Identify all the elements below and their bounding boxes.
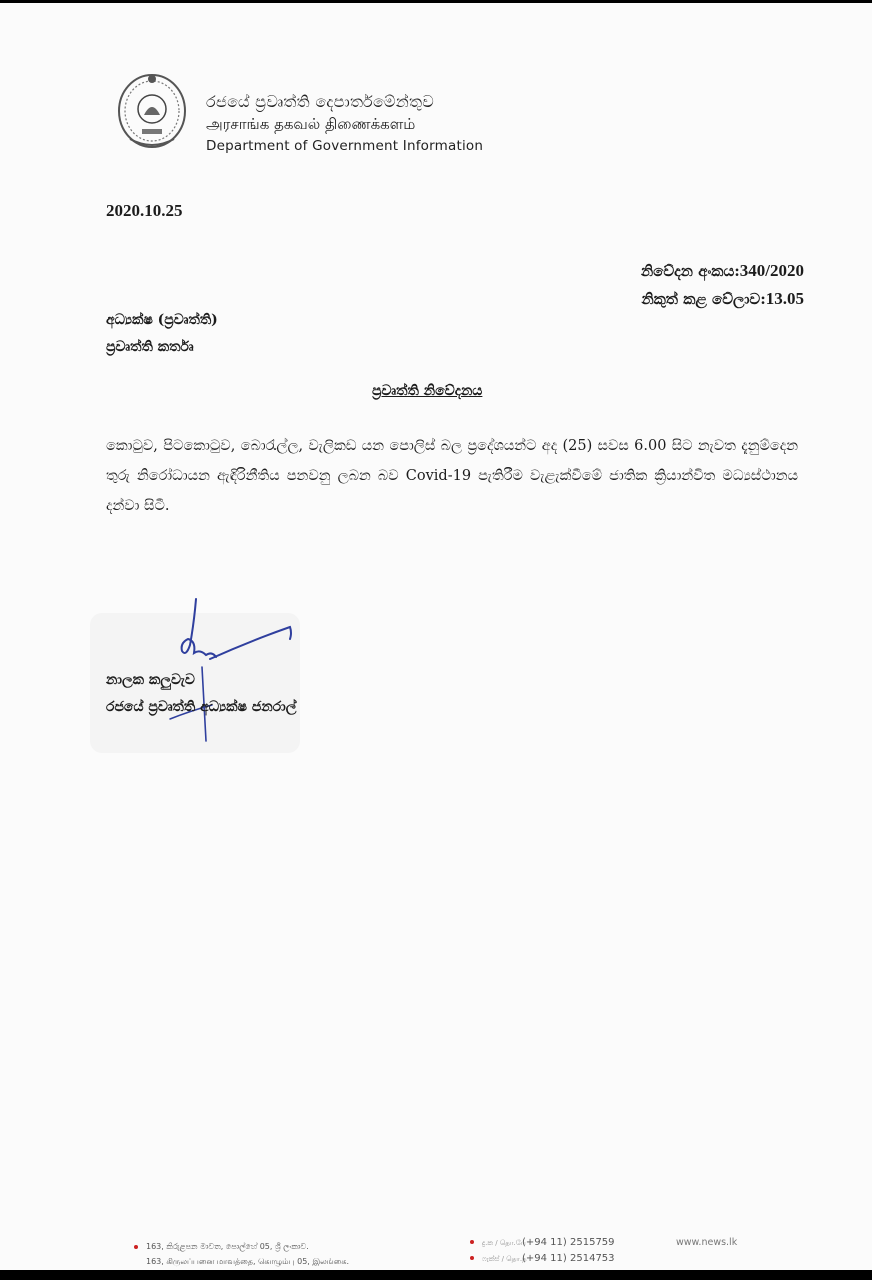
signer-name: නාලක කලුවැව [106, 672, 195, 688]
signer-block [106, 667, 296, 721]
footer-address [134, 1239, 349, 1269]
bullet-icon [134, 1245, 138, 1249]
release-number [641, 257, 804, 285]
release-time [641, 285, 804, 313]
phone-number: (+94 11) 2515759 [522, 1237, 615, 1248]
org-name-english: Department of Government Information [206, 138, 484, 154]
document-page [0, 3, 872, 1275]
org-name-sinhala: රජයේ ප්‍රවෘත්ති දෙපාර්තමේන්තුව [206, 92, 435, 111]
letterhead-footer [0, 1231, 872, 1271]
release-time-label: නිකුත් කළ වේලාව: [641, 290, 766, 308]
signer-title: රජයේ ප්‍රවෘත්ති අධ්‍යක්ෂ ජනරාල් [106, 699, 297, 715]
release-time-value: 13.05 [765, 289, 804, 308]
sri-lanka-emblem-icon [116, 69, 188, 151]
footer-contacts [470, 1235, 615, 1267]
body-paragraph: කොටුව, පිටකොටුව, බොරැල්ල, වැලිකඩ යන පොලිස් බල ප්‍රදේශයන්ට අද (25) සවස 6.00 සිට නැවත දැනුම්දෙන තුරු නිරෝධායන ඇඳිරිනීතිය පනවනු ලබන බව Covid-19 පැතිරීම වැළැක්වීමේ ජාතික ක්‍රියාන්විත මධ්‍යස්ථානය දන්වා සිටී. [106, 438, 798, 514]
release-number-value: 340/2020 [739, 261, 804, 280]
fax-label: ෆැක්ස් / தொ.ந [482, 1255, 527, 1263]
document-date: 2020.10.25 [106, 201, 183, 220]
scan-border-bottom [0, 1270, 872, 1275]
footer-website: www.news.lk [676, 1237, 738, 1248]
fax-icon [470, 1256, 474, 1260]
phone-label: දු.ක / தொ.பே [482, 1239, 526, 1247]
addressee-line-2: ප්‍රවෘත්ති කර්තෘ [106, 339, 194, 355]
release-number-label: නිවේදන අංකය: [640, 262, 740, 280]
footer-address-tamil: 163, கிருலப்பனை மாவத்தை, கொழும்பு 05, இலங்கை. [146, 1257, 350, 1266]
phone-icon [470, 1240, 474, 1244]
fax-number: (+94 11) 2514753 [522, 1253, 615, 1264]
footer-address-sinhala: 163, කිරුළපන මාවත, පොල්හේ 05, ශ්‍රී ලංකාව. [146, 1242, 309, 1251]
subject-heading: ප්‍රවෘත්ති නිවේදනය [372, 383, 483, 399]
org-name-tamil: அரசாங்க தகவல் திணைக்களம் [206, 115, 416, 133]
addressee-line-1: අධ්‍යක්ෂ (ප්‍රවෘත්ති) [106, 312, 218, 328]
reference-block [641, 257, 804, 313]
addressee [106, 307, 218, 361]
organization-header [206, 91, 483, 157]
